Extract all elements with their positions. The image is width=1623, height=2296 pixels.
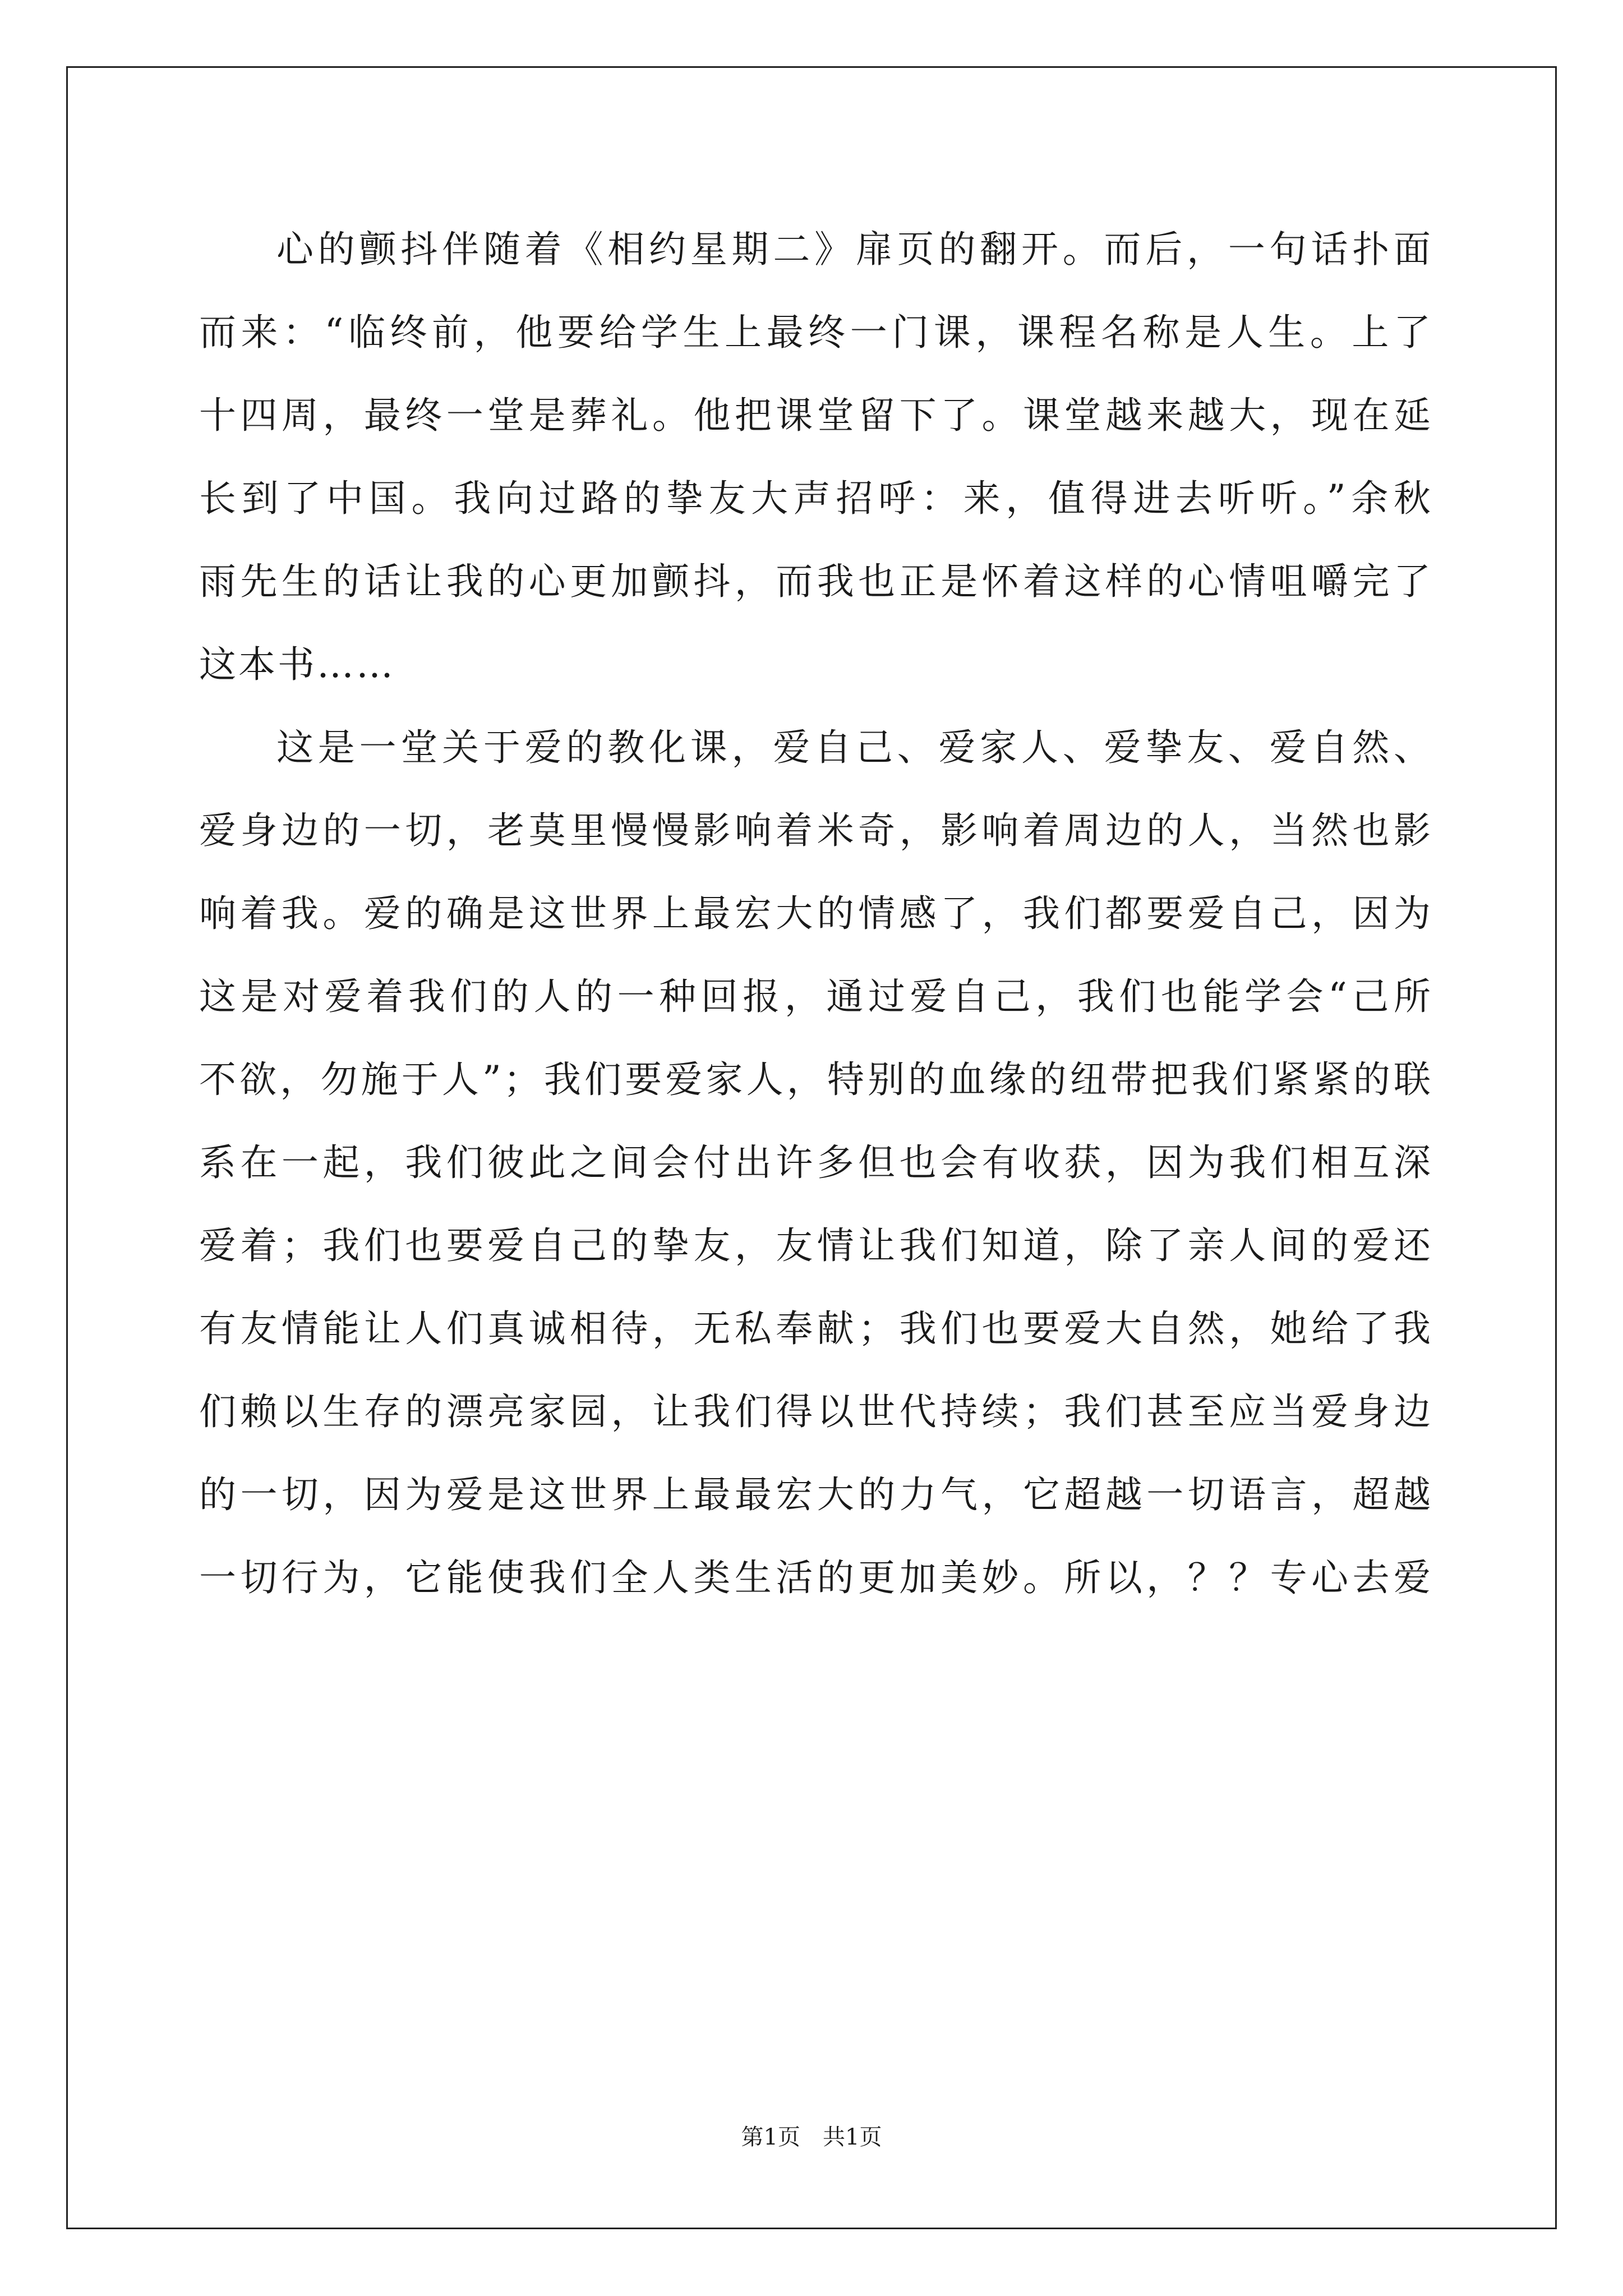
- paragraph-2-line-3: 响着我。爱的确是这世界上最宏大的情感了，我们都要爱自己，因为: [199, 892, 1433, 935]
- paragraph-2-line-4: 这是对爱着我们的人的一种回报，通过爱自己，我们也能学会“己所: [199, 975, 1433, 1018]
- paragraph-2-line-8: 有友情能让人们真诚相待，无私奉献；我们也要爱大自然，她给了我: [199, 1307, 1433, 1350]
- paragraph-1-line-5: 雨先生的话让我的心更加颤抖，而我也正是怀着这样的心情咀嚼完了: [199, 560, 1433, 603]
- paragraph-1-line-2: 而来：“临终前，他要给学生上最终一门课，课程名称是人生。上了: [199, 311, 1433, 354]
- paragraph-2-line-9: 们赖以生存的漂亮家园，让我们得以世代持续；我们甚至应当爱身边: [199, 1390, 1433, 1433]
- paragraph-1-line-4: 长到了中国。我向过路的挚友大声招呼：来，值得进去听听。”余秋: [199, 477, 1433, 520]
- paragraph-2-line-7: 爱着；我们也要爱自己的挚友，友情让我们知道，除了亲人间的爱还: [199, 1224, 1433, 1267]
- paragraph-1-line-1: 心的颤抖伴随着《相约星期二》扉页的翻开。而后，一句话扑面: [276, 228, 1433, 271]
- paragraph-2-line-10: 的一切，因为爱是这世界上最最宏大的力气，它超越一切语言，超越: [199, 1473, 1433, 1516]
- paragraph-2-line-5: 不欲，勿施于人”；我们要爱家人，特别的血缘的纽带把我们紧紧的联: [199, 1058, 1433, 1101]
- page-number: 第1页: [741, 2124, 800, 2150]
- paragraph-2-line-6: 系在一起，我们彼此之间会付出许多但也会有收获，因为我们相互深: [199, 1141, 1433, 1184]
- document-body: [199, 208, 1433, 1619]
- paragraph-1-line-6: 这本书……: [199, 643, 395, 686]
- paragraph-2-line-11: 一切行为，它能使我们全人类生活的更加美妙。所以，？？专心去爱: [199, 1556, 1433, 1599]
- paragraph-2-line-2: 爱身边的一切，老莫里慢慢影响着米奇，影响着周边的人，当然也影: [199, 809, 1433, 852]
- paragraph-2-line-1: 这是一堂关于爱的教化课，爱自己、爱家人、爱挚友、爱自然、: [276, 726, 1433, 769]
- page-total: 共1页: [823, 2124, 882, 2150]
- page-footer: [0, 2120, 1623, 2154]
- paragraph-1-line-3: 十四周，最终一堂是葬礼。他把课堂留下了。课堂越来越大，现在延: [199, 394, 1433, 437]
